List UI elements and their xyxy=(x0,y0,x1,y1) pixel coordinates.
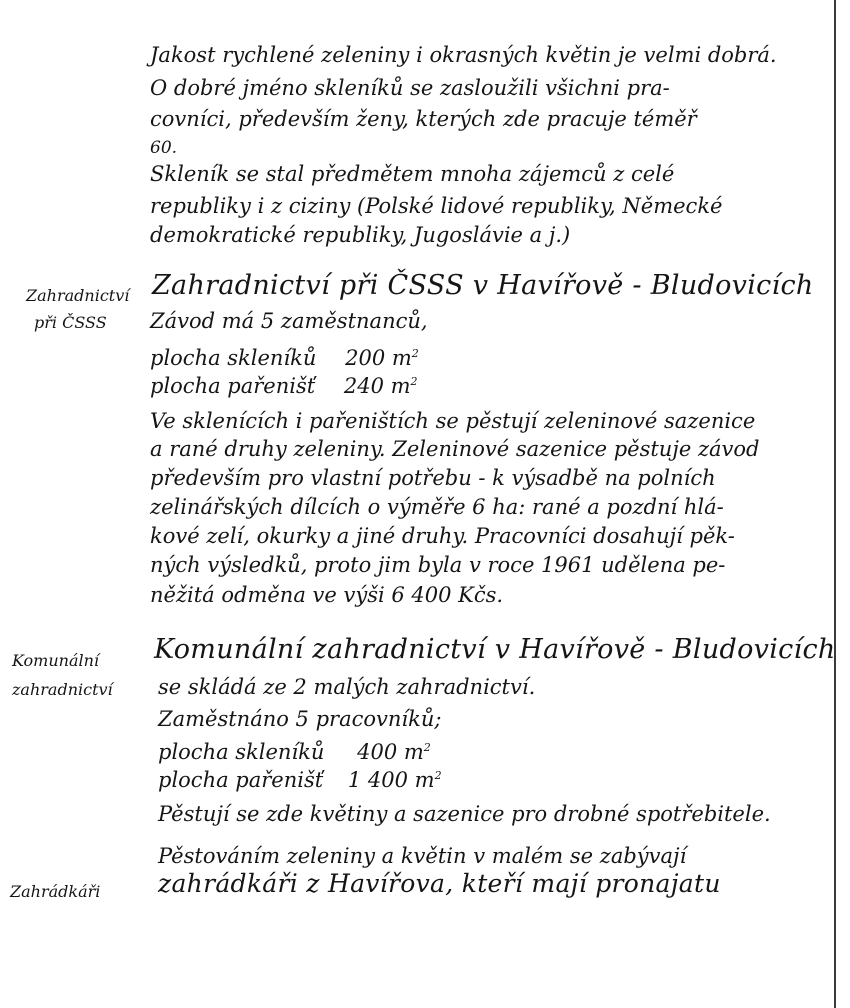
text-line: Pěstováním zeleniny a květin v malém se zabývají xyxy=(158,844,687,868)
area-greenhouse-line xyxy=(150,341,419,371)
text-line: něžitá odměna ve výši 6 400 Kčs. xyxy=(150,583,504,607)
staff-line: Závod má 5 zaměstnanců, xyxy=(150,309,428,333)
area-label: plocha pařenišť xyxy=(150,374,316,398)
area-value: 200 $m^2$ xyxy=(345,346,419,370)
area-label: plocha skleníků xyxy=(158,740,325,764)
text-line: především pro vlastní potřebu - k výsadbě na polních xyxy=(150,466,716,490)
margin-note: Zahrádkáři xyxy=(10,882,101,901)
area-label: plocha pařenišť xyxy=(158,768,324,792)
text-line: O dobré jméno skleníků se zasloužili všichni pra- xyxy=(150,76,670,100)
text-line: zelinářských dílcích o výměře 6 ha: rané a pozdní hlá- xyxy=(150,495,724,519)
area-value: 1 400 $m^2$ xyxy=(347,768,442,792)
area-hotbed-line xyxy=(158,763,442,793)
text-line: Ve sklenících i pařeništích se pěstují zeleninové sazenice xyxy=(150,409,756,433)
staff-line: Zaměstnáno 5 pracovníků; xyxy=(158,707,442,731)
text-line: covníci, především ženy, kterých zde pracuje téměř xyxy=(150,107,697,131)
margin-note: Zahradnictví xyxy=(26,286,130,305)
section-heading: Komunální zahradnictví v Havířově - Bludovicích xyxy=(154,634,836,665)
margin-note: zahradnictví xyxy=(12,680,113,699)
text-line: ných výsledků, proto jim byla v roce 1961 udělena pe- xyxy=(150,553,726,577)
composition-line: se skládá ze 2 malých zahradnictví. xyxy=(158,675,536,699)
area-value: 240 $m^2$ xyxy=(343,374,418,398)
margin-note: Komunální xyxy=(12,651,100,670)
section-heading: Zahradnictví při ČSSS v Havířově - Bludovicích xyxy=(152,270,814,301)
text-line: demokratické republiky, Jugoslávie a j.) xyxy=(150,223,571,247)
margin-note: při ČSSS xyxy=(34,313,107,332)
text-line: 60. xyxy=(150,138,178,158)
text-line: kové zelí, okurky a jiné druhy. Pracovníci dosahují pěk- xyxy=(150,524,735,548)
area-label: plocha skleníků xyxy=(150,346,317,370)
area-hotbed-line xyxy=(150,369,418,399)
text-line: Jakost rychlené zeleniny i okrasných květin je velmi dobrá. xyxy=(150,43,777,67)
text-line: a rané druhy zeleniny. Zeleninové sazenice pěstuje závod xyxy=(150,437,760,461)
area-greenhouse-line xyxy=(158,735,431,765)
area-value: 400 $m^2$ xyxy=(357,740,431,764)
page-edge-line xyxy=(834,0,836,1008)
text-line: zahrádkáři z Havířova, kteří mají pronajatu xyxy=(158,869,721,898)
text-line: Skleník se stal předmětem mnoha zájemců z celé xyxy=(150,162,675,186)
note-line: Pěstují se zde květiny a sazenice pro drobné spotřebitele. xyxy=(158,802,771,826)
text-line: republiky i z ciziny (Polské lidové republiky, Německé xyxy=(150,194,723,218)
